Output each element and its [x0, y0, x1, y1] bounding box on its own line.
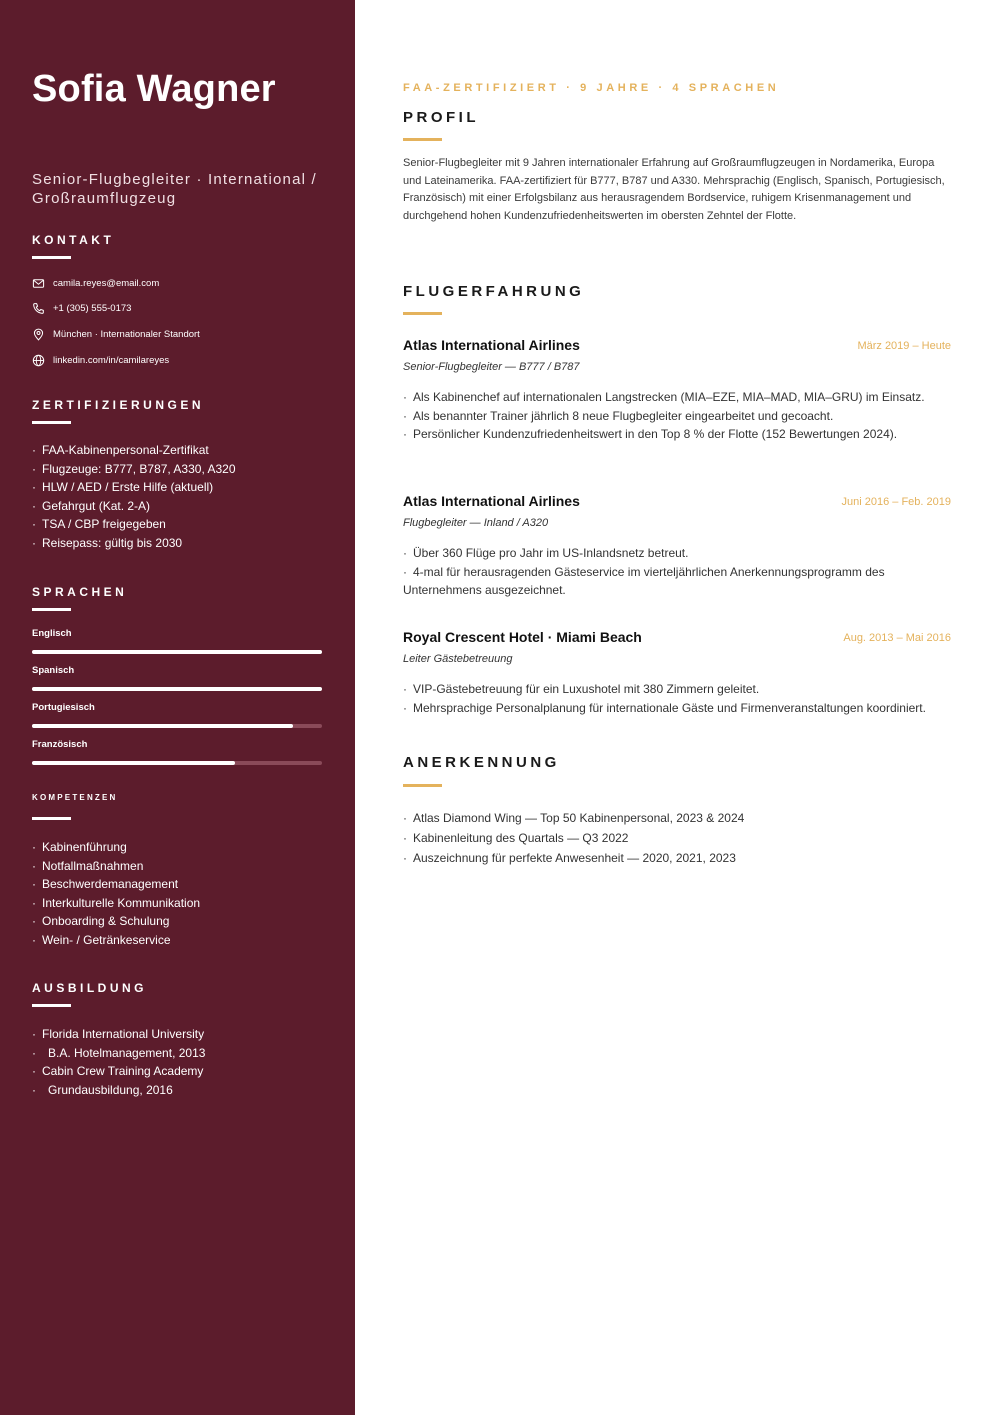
education-heading: AUSBILDUNG	[32, 981, 147, 995]
contact-rule	[32, 256, 71, 259]
list-item: · Atlas Diamond Wing — Top 50 Kabinenpersonal, 2023 & 2024	[403, 811, 745, 825]
list-item: · Über 360 Flüge pro Jahr im US-Inlandsnetz betreut.	[403, 546, 689, 560]
job-dates: Juni 2016 – Feb. 2019	[841, 496, 951, 508]
language-level-fill	[32, 687, 322, 691]
job-bullets	[403, 680, 953, 717]
skills-heading: KOMPETENZEN	[32, 793, 118, 802]
contact-phone[interactable]	[32, 300, 131, 316]
list-item: · TSA / CBP freigegeben	[32, 517, 166, 532]
list-item: · 4-mal für herausragenden Gästeservice im vierteljährlichen Anerkennungsprogramm des Unternehmens ausgezeichnet.	[403, 564, 885, 597]
language-level-bar	[32, 724, 322, 728]
job-dates: März 2019 – Heute	[857, 340, 951, 352]
certifications-list	[32, 441, 332, 553]
list-item: · Florida International University	[32, 1027, 205, 1041]
job-dates: Aug. 2013 – Mai 2016	[843, 632, 951, 644]
contact-email[interactable]	[32, 275, 159, 291]
list-item: · Interkulturelle Kommunikation	[32, 895, 201, 910]
sidebar	[0, 0, 355, 1415]
language-level-fill	[32, 761, 235, 765]
list-item: · Wein- / Getränkeservice	[32, 932, 171, 947]
list-item: · Gefahrgut (Kat. 2-A)	[32, 498, 151, 513]
list-item: · Onboarding & Schulung	[32, 914, 170, 929]
list-item: · B.A. Hotelmanagement, 2013	[32, 1045, 206, 1060]
list-item: · Kabinenleitung des Quartals — Q3 2022	[403, 831, 629, 845]
list-item: · Beschwerdemanagement	[32, 877, 179, 892]
job-role: Flugbegleiter — Inland / A320	[403, 517, 549, 529]
profile-rule	[403, 138, 442, 141]
contact-location-text: München · Internationaler Standort	[53, 328, 200, 340]
candidate-name: Sofia Wagner	[32, 68, 276, 110]
candidate-subtitle: Senior-Flugbegleiter · International / Großraumflugzeug	[32, 171, 317, 207]
profile-text: Senior-Flugbegleiter mit 9 Jahren internationaler Erfahrung auf Großraumflugzeugen in Nordamerika, Europa und Lateinamerika. FAA-zertifiziert für B777, B787 und A330. Mehrsprachig (Englisch, Spanisch, Portugiesisch, Französisch) mit einer Erfolgsbilanz aus herausragendem Bordservice, ruhigem Krisenmanagement und durchgehend hohen Kundenzufriedenheitswerten im obersten Zehntel der Flotte.	[403, 157, 945, 222]
list-item: · VIP-Gästebetreuung für ein Luxushotel mit 380 Zimmern geleitet.	[403, 682, 760, 696]
language-level-bar	[32, 687, 322, 691]
job-company: Atlas International Airlines	[403, 337, 580, 353]
certifications-heading: ZERTIFIZIERUNGEN	[32, 398, 204, 412]
language-level-fill	[32, 724, 293, 728]
recognition-rule	[403, 784, 442, 787]
education-list	[32, 1025, 332, 1099]
language-name: Portugiesisch	[32, 702, 95, 713]
profile-heading: PROFIL	[403, 109, 479, 126]
contact-location	[32, 326, 200, 342]
phone-icon	[32, 302, 45, 315]
recognition-list	[403, 808, 953, 868]
list-item: · FAA-Kabinenpersonal-Zertifikat	[32, 443, 209, 457]
list-item: · Notfallmaßnahmen	[32, 858, 144, 873]
list-item: · HLW / AED / Erste Hilfe (aktuell)	[32, 480, 214, 495]
experience-rule	[403, 312, 442, 315]
language-name: Spanisch	[32, 665, 75, 676]
recognition-heading: ANERKENNUNG	[403, 754, 560, 771]
job-bullets	[403, 388, 953, 444]
main-content	[355, 0, 1000, 1415]
job-role: Senior-Flugbegleiter — B777 / B787	[403, 361, 580, 373]
tagline: FAA-ZERTIFIZIERT · 9 JAHRE · 4 SPRACHEN	[403, 82, 780, 94]
certifications-rule	[32, 421, 71, 424]
language-level-bar	[32, 761, 322, 765]
list-item: · Als Kabinenchef auf internationalen Langstrecken (MIA–EZE, MIA–MAD, MIA–GRU) im Einsatz.	[403, 390, 925, 404]
language-name: Englisch	[32, 628, 72, 639]
job-bullets	[403, 544, 953, 600]
language-level-fill	[32, 650, 322, 654]
contact-heading: KONTAKT	[32, 233, 115, 247]
contact-linkedin[interactable]	[32, 352, 169, 368]
contact-phone-text: +1 (305) 555-0173	[53, 302, 132, 314]
list-item: · Cabin Crew Training Academy	[32, 1064, 204, 1079]
contact-linkedin-text: linkedin.com/in/camilareyes	[53, 354, 170, 366]
contact-email-text: camila.reyes@email.com	[53, 277, 160, 289]
skills-rule	[32, 817, 71, 820]
language-name: Französisch	[32, 739, 88, 750]
job-company: Atlas International Airlines	[403, 493, 580, 509]
list-item: · Als benannter Trainer jährlich 8 neue Flugbegleiter eingearbeitet und gecoacht.	[403, 408, 834, 423]
education-rule	[32, 1004, 71, 1007]
list-item: · Flugzeuge: B777, B787, A330, A320	[32, 461, 236, 476]
skills-list	[32, 838, 332, 950]
experience-heading: FLUGERFAHRUNG	[403, 283, 585, 300]
list-item: · Reisepass: gültig bis 2030	[32, 535, 183, 550]
mail-icon	[32, 277, 45, 290]
languages-rule	[32, 608, 71, 611]
list-item: · Grundausbildung, 2016	[32, 1082, 173, 1097]
list-item: · Kabinenführung	[32, 840, 127, 854]
list-item: · Persönlicher Kundenzufriedenheitswert in den Top 8 % der Flotte (152 Bewertungen 2024).	[403, 427, 898, 441]
globe-icon	[32, 354, 45, 367]
location-icon	[32, 328, 45, 341]
list-item: · Auszeichnung für perfekte Anwesenheit — 2020, 2021, 2023	[403, 851, 736, 865]
languages-heading: SPRACHEN	[32, 585, 128, 599]
job-role: Leiter Gästebetreuung	[403, 653, 513, 665]
list-item: · Mehrsprachige Personalplanung für internationale Gäste und Firmenveranstaltungen koordiniert.	[403, 700, 926, 715]
job-company: Royal Crescent Hotel · Miami Beach	[403, 629, 642, 645]
language-level-bar	[32, 650, 322, 654]
